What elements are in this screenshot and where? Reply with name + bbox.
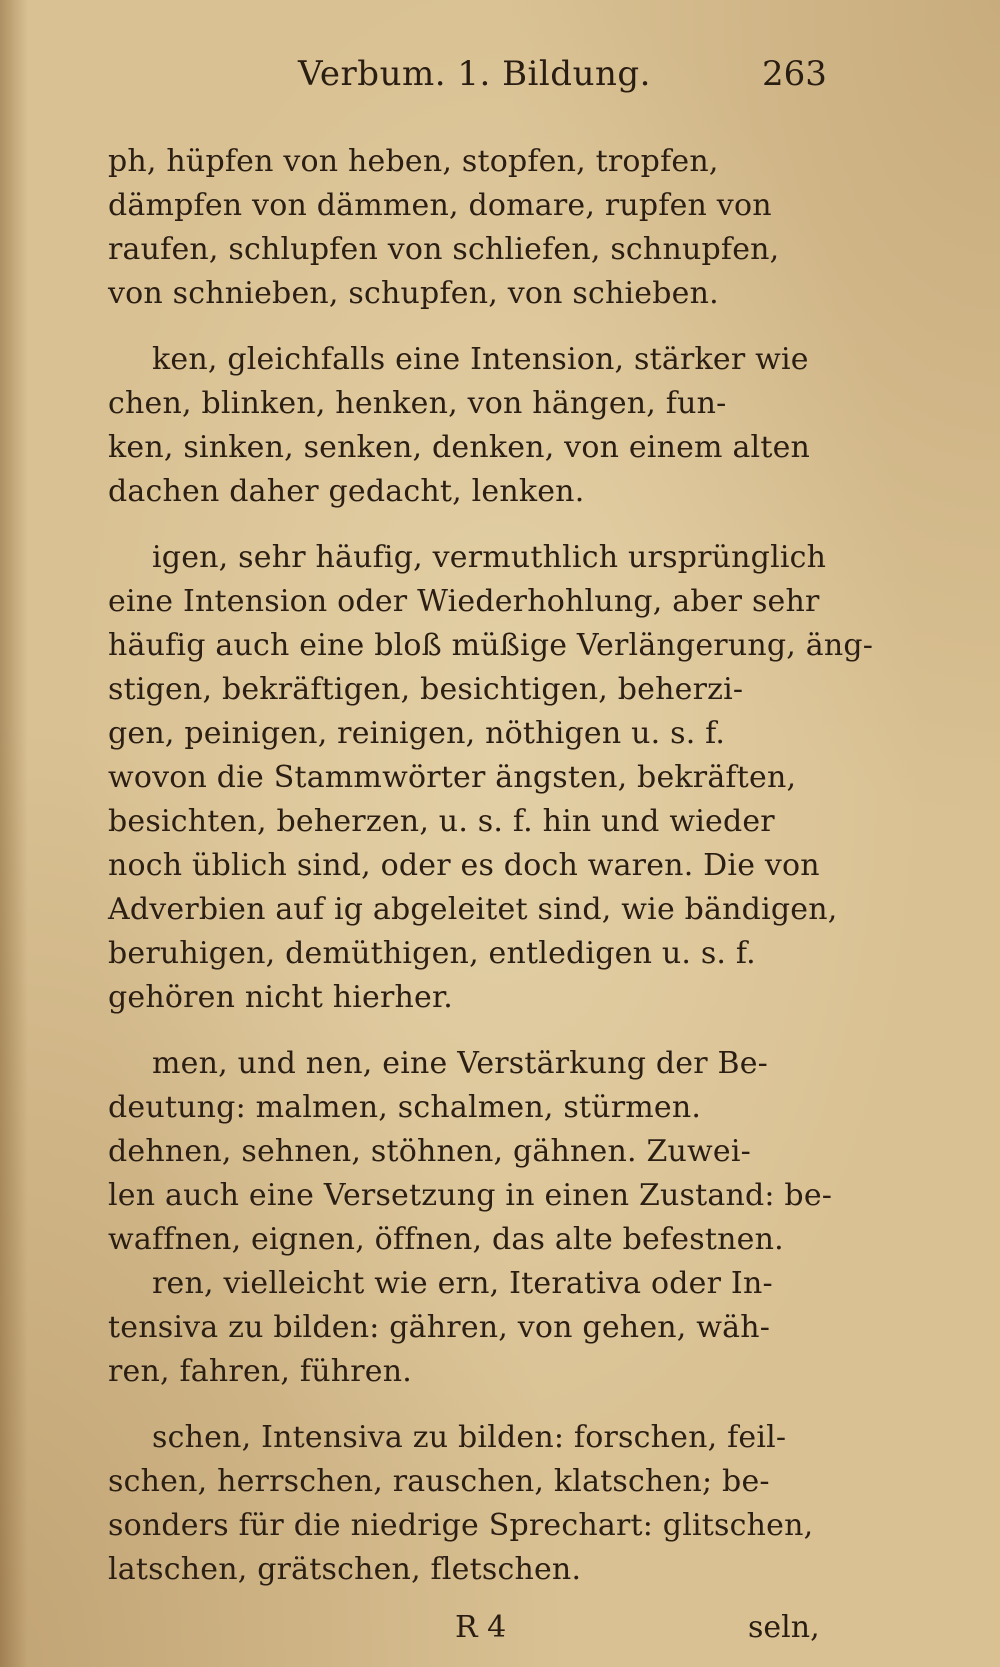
text-line: ken, gleichfalls eine Intension, stärker wie [152,342,809,377]
text-line: ren, vielleicht wie ern, Iterativa oder In- [152,1266,773,1301]
page-footer [0,1608,1000,1658]
text-line: raufen, schlupfen von schliefen, schnupfen, [108,232,780,267]
text-line: noch üblich sind, oder es doch waren. Die von [108,848,820,883]
text-line: wovon die Stammwörter ängsten, bekräften, [108,760,797,795]
text-line: gehören nicht hierher. [108,980,453,1015]
page-number: 263 [762,54,827,94]
text-line: ren, fahren, führen. [108,1354,412,1389]
text-line: men, und nen, eine Verstärkung der Be- [152,1046,769,1081]
text-line: waffnen, eignen, öffnen, das alte befestnen. [108,1222,784,1257]
text-line: gen, peinigen, reinigen, nöthigen u. s. f. [108,716,726,751]
text-line: dehnen, sehnen, stöhnen, gähnen. Zuwei- [108,1134,752,1169]
text-line: Adverbien auf ig abgeleitet sind, wie bändigen, [108,892,838,927]
paragraph-ken [108,338,848,514]
text-line: häufig auch eine bloß müßige Verlängerung, äng- [108,628,874,663]
text-line: deutung: malmen, schalmen, stürmen. [108,1090,702,1125]
catchword: seln, [748,1610,820,1645]
page-edge-shadow [0,0,28,1667]
text-line: besichten, beherzen, u. s. f. hin und wieder [108,804,775,839]
text-line: ph, hüpfen von heben, stopfen, tropfen, [108,144,719,179]
text-line: sonders für die niedrige Sprechart: glitschen, [108,1508,814,1543]
paragraph-schen [108,1416,848,1592]
text-line: beruhigen, demüthigen, entledigen u. s. f. [108,936,756,971]
text-line: len auch eine Versetzung in einen Zustand: be- [108,1178,833,1213]
text-line: tensiva zu bilden: gähren, von gehen, wäh- [108,1310,771,1345]
text-line: chen, blinken, henken, von hängen, fun- [108,386,727,421]
body-text [108,140,874,1614]
text-line: dämpfen von dämmen, domare, rupfen von [108,188,772,223]
text-line: schen, Intensiva zu bilden: forschen, feil- [152,1420,787,1455]
page-header [0,50,1000,110]
text-line: stigen, bekräftigen, besichtigen, beherzi- [108,672,744,707]
text-line: igen, sehr häufig, vermuthlich ursprünglich [152,540,827,575]
paragraph-pfen [108,140,848,316]
text-line: latschen, grätschen, fletschen. [108,1552,582,1587]
text-line: von schnieben, schupfen, von schieben. [108,276,719,311]
text-line: schen, herrschen, rauschen, klatschen; be- [108,1464,770,1499]
running-head: Verbum. 1. Bildung. [298,54,651,94]
paragraph-igen [108,536,874,1020]
text-line: ken, sinken, senken, denken, von einem alten [108,430,811,465]
paragraph-men-nen-ren [108,1042,848,1394]
signature-mark: R 4 [455,1610,507,1645]
text-line: dachen daher gedacht, lenken. [108,474,585,509]
text-line: eine Intension oder Wiederhohlung, aber sehr [108,584,820,619]
